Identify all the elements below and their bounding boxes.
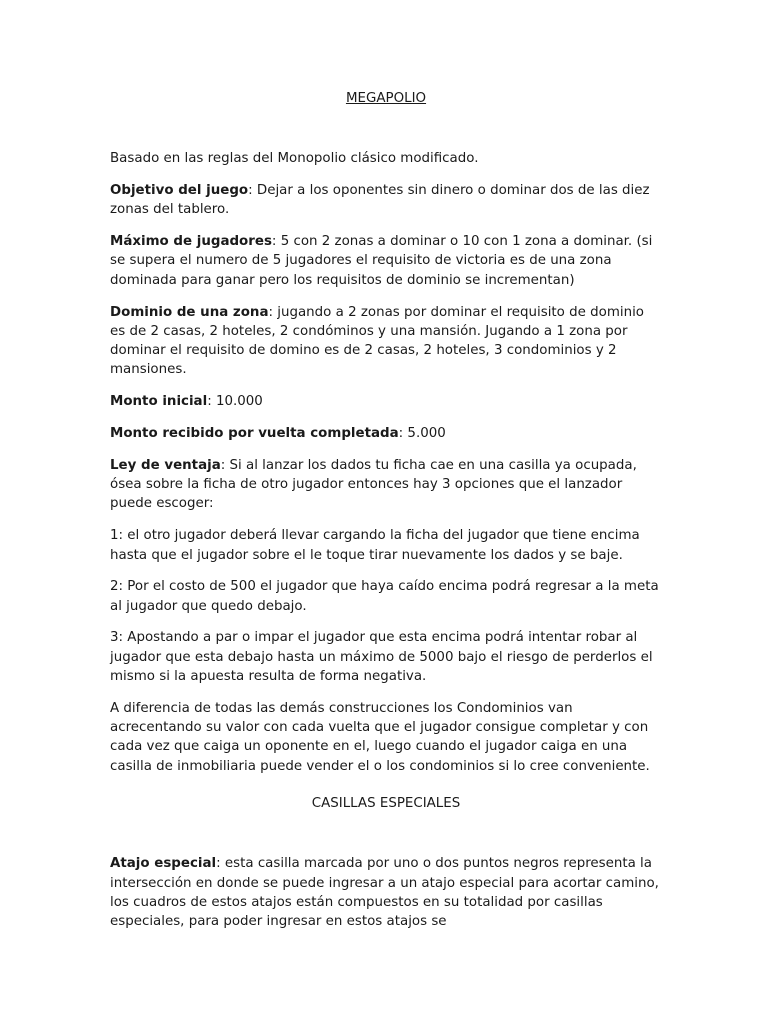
condominios-paragraph: A diferencia de todas las demás construcciones los Condominios van acrecentando su valor con cada vuelta que el jugador consigue completar y con cada vez que caiga un oponente en el, luego cuando el jugador caiga en una casilla de inmobiliaria puede vender el o los condominios si lo cree conveniente. <box>110 700 650 774</box>
dominio-paragraph <box>110 303 662 380</box>
monto-vuelta-paragraph <box>110 424 662 443</box>
ley-text: : Si al lanzar los dados tu ficha cae en una casilla ya ocupada, ósea sobre la ficha de otro jugador entonces hay 3 opciones que el lanzador puede escoger: <box>110 457 637 512</box>
document-title: MEGAPOLIO <box>345 91 427 106</box>
document-body <box>110 89 662 944</box>
dominio-label: Dominio de una zona <box>110 304 269 320</box>
maximo-paragraph <box>110 232 662 290</box>
maximo-label: Máximo de jugadores <box>110 234 272 250</box>
intro-paragraph: Basado en las reglas del Monopolio clásico modificado. <box>110 151 479 167</box>
ley-label: Ley de ventaja <box>110 457 221 473</box>
ley-paragraph <box>110 456 662 514</box>
maximo-text: : 5 con 2 zonas a dominar o 10 con 1 zona a dominar. (si se supera el numero de 5 jugadores el requisito de victoria es de una zona dominada para ganar pero los requisitos de dominio se incrementan) <box>110 234 653 288</box>
monto-vuelta-text: : 5.000 <box>398 426 446 442</box>
atajo-label: Atajo especial <box>110 856 217 872</box>
opcion-1-paragraph: 1: el otro jugador deberá llevar cargando la ficha del jugador que tiene encima hasta que el jugador sobre el le toque tirar nuevamente los dados y se baje. <box>110 528 640 563</box>
dominio-text: : jugando a 2 zonas por dominar el requisito de dominio es de 2 casas, 2 hoteles, 2 condóminos y una mansión. Jugando a 1 zona por dominar el requisito de domino es de 2 casas, 2 hoteles, 3 condominios y 2 mansiones. <box>110 304 644 378</box>
objetivo-text: : Dejar a los oponentes sin dinero o dominar dos de las diez zonas del tablero. <box>110 183 650 218</box>
monto-inicial-text: : 10.000 <box>207 394 263 410</box>
opcion-2-paragraph: 2: Por el costo de 500 el jugador que haya caído encima podrá regresar a la meta al jugador que quedo debajo. <box>110 579 659 614</box>
section-heading-casillas: CASILLAS ESPECIALES <box>311 796 461 812</box>
monto-inicial-label: Monto inicial <box>110 394 208 410</box>
objetivo-label: Objetivo del juego <box>110 183 249 199</box>
atajo-text: : esta casilla marcada por uno o dos puntos negros representa la intersección en donde se puede ingresar a un atajo especial para acortar camino, los cuadros de estos atajos están compuestos en su totalidad por casillas especiales, para poder ingresar en estos atajos se <box>110 856 659 930</box>
atajo-paragraph <box>110 854 662 931</box>
opcion-3-paragraph: 3: Apostando a par o impar el jugador que esta encima podrá intentar robar al jugador que esta debajo hasta un máximo de 5000 bajo el riesgo de perderlos el mismo si la apuesta resulta de forma negativa. <box>110 630 653 685</box>
objetivo-paragraph <box>110 181 662 220</box>
monto-inicial-paragraph <box>110 392 662 411</box>
monto-vuelta-label: Monto recibido por vuelta completada <box>110 426 399 442</box>
